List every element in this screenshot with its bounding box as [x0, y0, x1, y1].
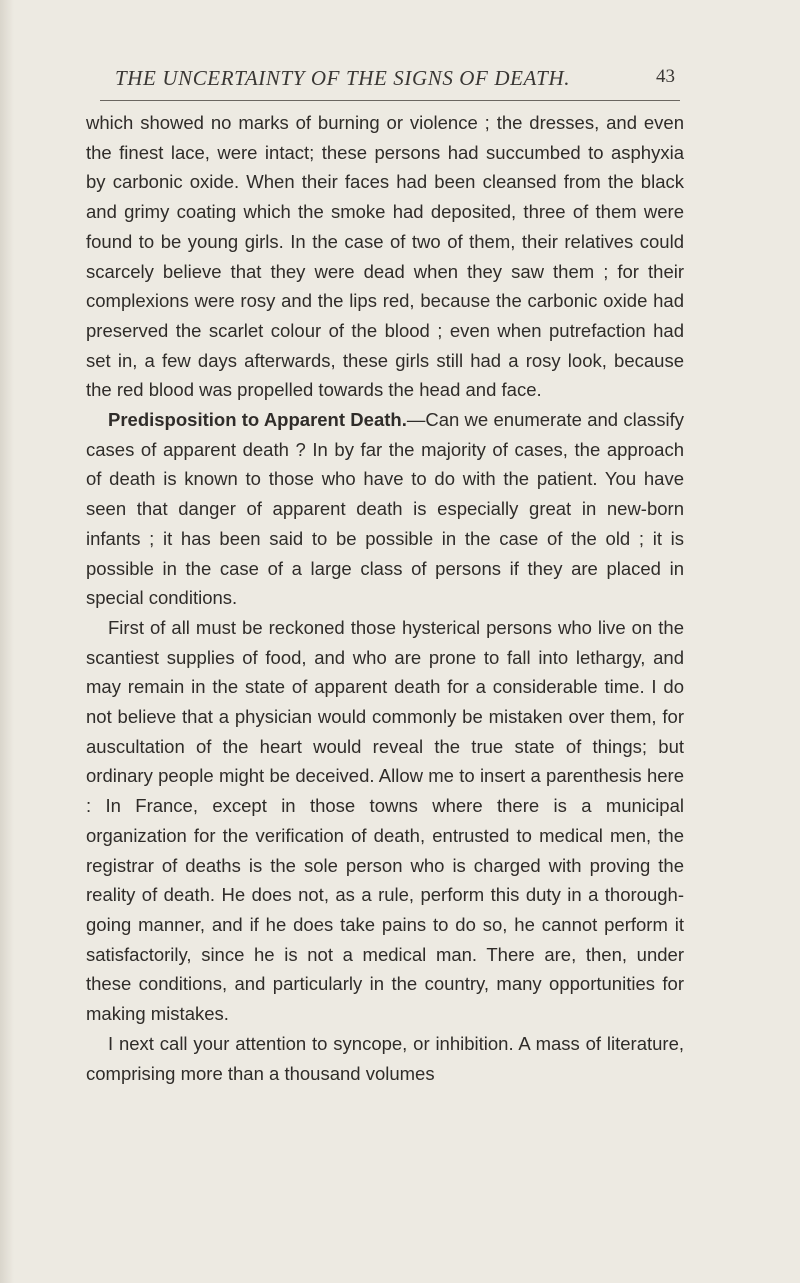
- body-text: [86, 108, 684, 1088]
- page-header: [115, 66, 675, 96]
- section-heading: Predisposition to Apparent Death.: [108, 409, 407, 431]
- paragraph-text: —Can we enumerate and classify cases of apparent death ? In by far the majority of cases, the approach of death is known to those who have to do with the patient. You have seen that danger of apparent death is especially great in new-born infants ; it has been said to be possible in the case of the old ; it is possible in the case of a large class of persons if they are placed in special conditions.: [86, 409, 685, 609]
- paragraph-continued: which showed no marks of burning or violence ; the dresses, and even the finest lace, were intact; these persons had succumbed to asphyxia by carbonic oxide. When their faces had been cleansed from the black and grimy coating which the smoke had deposited, three of them were found to be young girls. In the case of two of them, their relatives could scarcely believe that they were dead when they saw them ; for their complexions were rosy and the lips red, because the carbonic oxide had preserved the scarlet colour of the blood ; even when putrefaction had set in, a few days afterwards, these girls still had a rosy look, because the red blood was propelled towards the head and face.: [86, 112, 684, 401]
- header-rule: [100, 100, 680, 101]
- running-head: THE UNCERTAINTY OF THE SIGNS OF DEATH.: [115, 66, 571, 90]
- page-number: 43: [656, 66, 675, 87]
- paragraph-hysterical: First of all must be reckoned those hysterical persons who live on the scantiest supplies of food, and who are prone to fall into lethargy, and may remain in the state of apparent death for a considerable time. I do not believe that a physician would commonly be mistaken over them, for auscultation of the heart would reveal the true state of things; but ordinary people might be deceived. Allow me to insert a parenthesis here : In France, except in those towns where there is a municipal organization for the verification of death, entrusted to medical men, the registrar of deaths is the sole person who is charged with proving the reality of death. He does not, as a rule, perform this duty in a thorough-going manner, and if he does take pains to do so, he cannot perform it satisfactorily, since he is not a medical man. There are, then, under these conditions, and particularly in the country, many opportunities for making mistakes.: [86, 616, 684, 1025]
- page-gutter: [0, 0, 14, 1283]
- paragraph-syncope: I next call your attention to syncope, or inhibition. A mass of literature, comprising more than a thousand volumes: [86, 1032, 684, 1084]
- paragraph-predisposition: [86, 405, 684, 613]
